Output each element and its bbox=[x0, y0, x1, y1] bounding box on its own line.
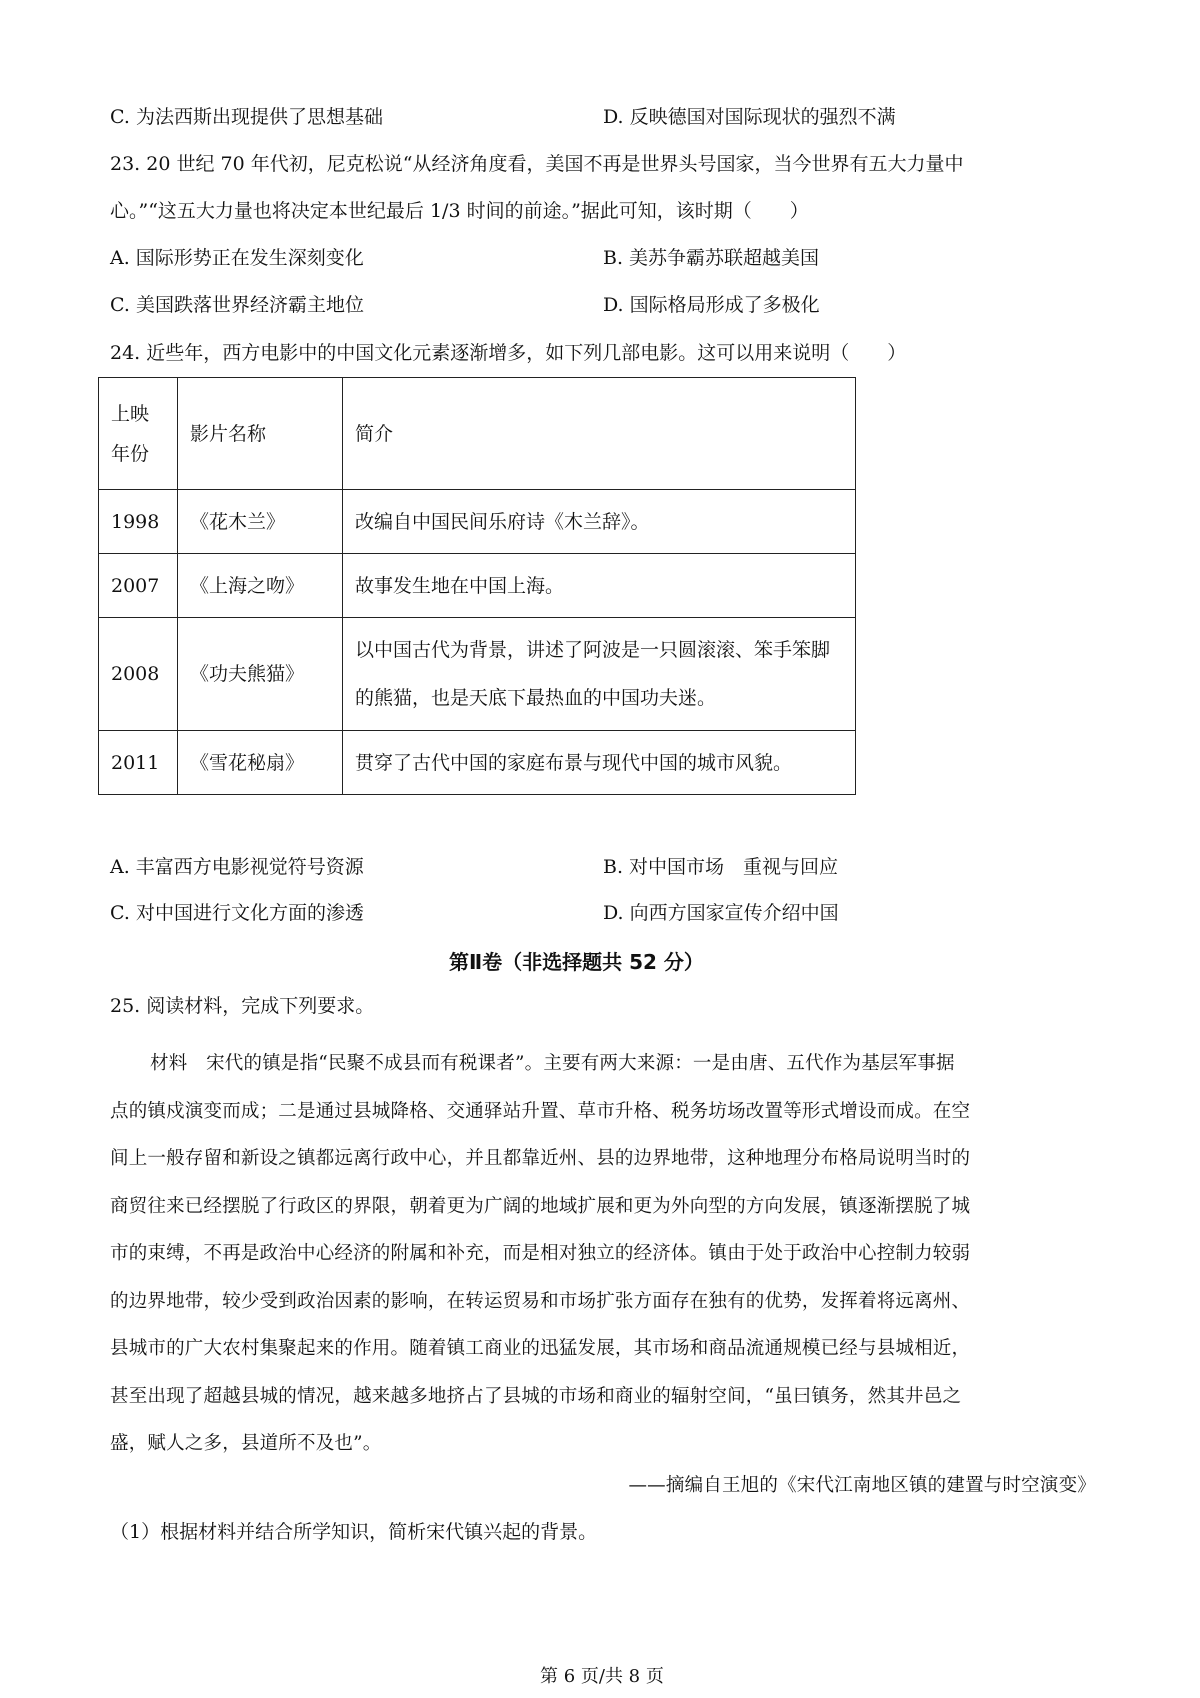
table-row bbox=[99, 490, 856, 554]
page-footer: 第 6 页/共 8 页 bbox=[540, 1666, 664, 1687]
row-name: 《上海之吻》 bbox=[178, 554, 343, 618]
row-intro: 故事发生地在中国上海。 bbox=[343, 554, 856, 618]
q25-sub-question-1: （1）根据材料并结合所学知识，简析宋代镇兴起的背景。 bbox=[110, 1521, 598, 1543]
row-intro: 以中国古代为背景，讲述了阿波是一只圆滚滚、笨手笨脚的熊猫，也是天底下最热血的中国功夫迷。 bbox=[343, 618, 856, 731]
row-year: 2008 bbox=[99, 618, 178, 731]
q23-option-d: D. 国际格局形成了多极化 bbox=[603, 294, 820, 316]
q24-option-d: D. 向西方国家宣传介绍中国 bbox=[603, 902, 839, 924]
material-line: 市的束缚，不再是政治中心经济的附属和补充，而是相对独立的经济体。镇由于处于政治中心控制力较弱 bbox=[110, 1243, 971, 1264]
material-line: 商贸往来已经摆脱了行政区的界限，朝着更为广阔的地域扩展和更为外向型的方向发展，镇逐渐摆脱了城 bbox=[110, 1195, 971, 1217]
material-line: 甚至出现了超越县城的情况，越来越多地挤占了县城的市场和商业的辐射空间，“虽曰镇务，然其井邑之 bbox=[110, 1385, 962, 1407]
table-header-row bbox=[99, 378, 856, 490]
q24-option-b: B. 对中国市场 重视与回应 bbox=[603, 856, 839, 878]
header-year-label: 上映年份 bbox=[111, 402, 150, 465]
table-row bbox=[99, 618, 856, 731]
q23-option-b: B. 美苏争霸苏联超越美国 bbox=[603, 247, 820, 269]
table-row bbox=[99, 554, 856, 618]
q25-source: ——摘编自王旭的《宋代江南地区镇的建置与时空演变》 bbox=[628, 1475, 1096, 1496]
header-intro: 简介 bbox=[343, 378, 856, 490]
q22-option-c: C. 为法西斯出现提供了思想基础 bbox=[110, 106, 383, 128]
header-name: 影片名称 bbox=[178, 378, 343, 490]
q22-option-d: D. 反映德国对国际现状的强烈不满 bbox=[603, 106, 896, 128]
row-intro: 改编自中国民间乐府诗《木兰辞》。 bbox=[343, 490, 856, 554]
header-year bbox=[99, 378, 178, 490]
q23-stem-line2: 心。”“这五大力量也将决定本世纪最后 1/3 时间的前途。”据此可知，该时期（ ） bbox=[110, 200, 809, 222]
material-line: 的边界地带，较少受到政治因素的影响，在转运贸易和市场扩张方面存在独有的优势，发挥着将远离州、 bbox=[110, 1290, 971, 1312]
material-line: 盛，赋人之多，县道所不及也”。 bbox=[110, 1433, 382, 1454]
material-line: 县城市的广大农村集聚起来的作用。随着镇工商业的迅猛发展，其市场和商品流通规模已经与县城相近， bbox=[110, 1338, 971, 1359]
q24-option-a: A. 丰富西方电影视觉符号资源 bbox=[110, 856, 364, 878]
section-title: 第Ⅱ卷（非选择题共 52 分） bbox=[449, 950, 704, 974]
row-year: 1998 bbox=[99, 490, 178, 554]
q24-stem: 24. 近些年，西方电影中的中国文化元素逐渐增多，如下列几部电影。这可以用来说明（ ） bbox=[110, 342, 907, 364]
q24-option-c: C. 对中国进行文化方面的渗透 bbox=[110, 902, 364, 924]
row-name: 《功夫熊猫》 bbox=[178, 618, 343, 731]
q23-stem-line1: 23. 20 世纪 70 年代初，尼克松说“从经济角度看，美国不再是世界头号国家，当今世界有五大力量中 bbox=[110, 153, 964, 175]
table-row bbox=[99, 731, 856, 795]
row-year: 2007 bbox=[99, 554, 178, 618]
material-line: 材料 宋代的镇是指“民聚不成县而有税课者”。主要有两大来源：一是由唐、五代作为基层军事据 bbox=[150, 1053, 955, 1074]
q25-stem: 25. 阅读材料，完成下列要求。 bbox=[110, 995, 375, 1017]
q23-option-c: C. 美国跌落世界经济霸主地位 bbox=[110, 294, 364, 316]
q25-material bbox=[110, 1040, 1092, 1468]
film-table bbox=[98, 377, 856, 795]
row-name: 《花木兰》 bbox=[178, 490, 343, 554]
material-line: 点的镇戍演变而成；二是通过县城降格、交通驿站升置、草市升格、税务坊场改置等形式增设而成。在空 bbox=[110, 1100, 971, 1122]
row-year: 2011 bbox=[99, 731, 178, 795]
material-line: 间上一般存留和新设之镇都远离行政中心，并且都靠近州、县的边界地带，这种地理分布格局说明当时的 bbox=[110, 1148, 971, 1169]
row-name: 《雪花秘扇》 bbox=[178, 731, 343, 795]
row-intro: 贯穿了古代中国的家庭布景与现代中国的城市风貌。 bbox=[343, 731, 856, 795]
q23-option-a: A. 国际形势正在发生深刻变化 bbox=[110, 247, 364, 269]
